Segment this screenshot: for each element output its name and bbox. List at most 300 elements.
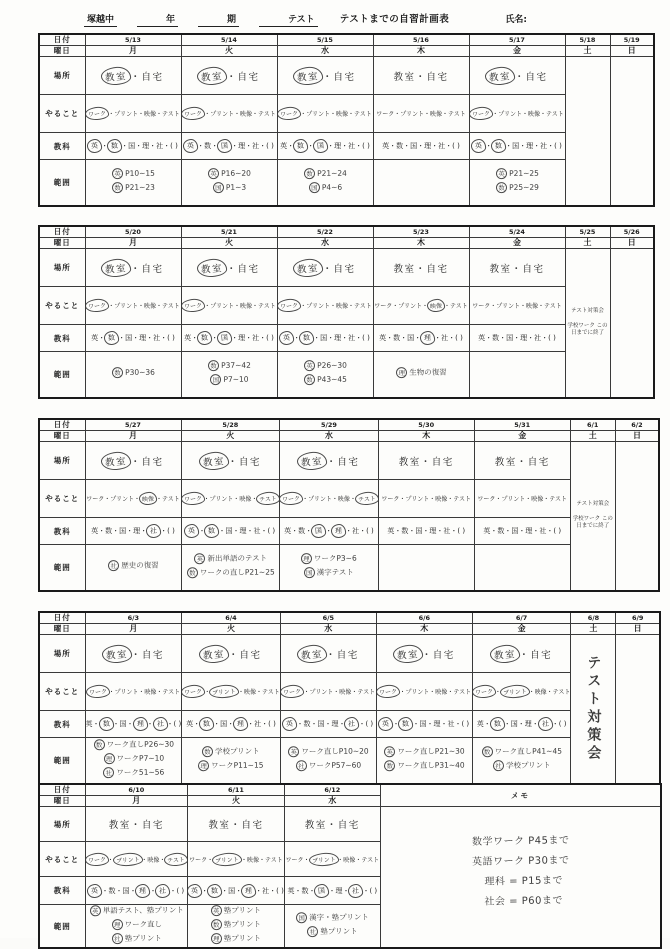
subject-tag: 数	[186, 567, 197, 578]
date-cell: 6/10	[85, 784, 188, 796]
range-cell	[376, 738, 472, 784]
option-教室: 教室	[392, 643, 423, 663]
subject-tag: 理	[396, 367, 407, 378]
subject-row	[39, 133, 654, 160]
range-cell	[277, 352, 373, 398]
range-text: 塾プリント	[320, 926, 358, 936]
day-cell: 日	[610, 238, 654, 249]
todo-cell: ワーク ・プリント・映像・テスト	[277, 95, 373, 133]
option-自宅: 自宅	[141, 263, 164, 275]
row-label-todo: やること	[39, 480, 85, 518]
subject-tag: 数	[304, 168, 315, 179]
range-text: ワーク51~56	[115, 767, 164, 778]
subject-tag: 理	[103, 753, 114, 764]
option-英: 英	[183, 138, 199, 153]
place-cell: 教室・自宅	[373, 249, 469, 287]
option-プリント: プリント	[306, 303, 330, 310]
subject-tag: 社	[111, 933, 122, 944]
place-cell: 教室 ・自宅	[85, 635, 182, 673]
day-cell: 火	[182, 624, 281, 635]
range-entry	[280, 553, 378, 565]
option-blank: ( )	[362, 142, 370, 150]
date-cell: 5/29	[280, 419, 379, 431]
day-cell: 土	[571, 624, 616, 635]
todo-cell: ワーク・プリント・映像・テスト	[378, 480, 474, 518]
option-国: 国	[220, 720, 228, 728]
row-label-subject: 教科	[39, 711, 85, 738]
place-cell: 教室・自宅	[474, 442, 570, 480]
option-テスト: テスト	[354, 111, 372, 118]
date-cell: 5/20	[85, 226, 181, 238]
option-理: 理	[132, 716, 148, 731]
option-理: 理	[142, 142, 150, 150]
range-text: 学校プリント	[505, 760, 551, 771]
option-英: 英	[186, 720, 194, 728]
option-国: 国	[317, 720, 325, 728]
row-label-range: 範囲	[39, 905, 85, 949]
option-ワーク: ワーク	[181, 491, 205, 506]
place-cell: 教室 ・自宅	[376, 635, 472, 673]
row-label-date: 日付	[39, 784, 85, 796]
weekend-cell	[615, 442, 659, 591]
option-テスト: テスト	[544, 303, 562, 310]
option-教室: 教室	[297, 450, 328, 470]
option-英: 英	[483, 527, 491, 535]
todo-cell: ワーク ・ プリント ・映像・テスト	[472, 673, 571, 711]
option-社: 社	[156, 142, 164, 150]
option-映像: 映像	[246, 856, 259, 864]
option-社: 社	[348, 334, 356, 342]
subject-cell: 英 ・数・国・理・ 社 ・( )	[280, 711, 376, 738]
range-text: ワーク直しP41~45	[494, 746, 562, 757]
subject-tag: 国	[212, 182, 223, 193]
subject-tag: 英	[208, 168, 219, 179]
range-text: 生物の復習	[408, 367, 447, 378]
option-プリント: プリント	[400, 111, 424, 118]
day-cell: 土	[565, 46, 610, 57]
option-映像: 映像	[336, 303, 349, 310]
option-自宅: 自宅	[530, 649, 553, 661]
term-field	[198, 12, 239, 27]
option-自宅: 自宅	[426, 263, 449, 275]
option-テスト: テスト	[552, 689, 571, 696]
subject-row	[39, 711, 660, 738]
option-ワーク: ワーク	[85, 684, 110, 699]
date-cell: 6/2	[615, 419, 659, 431]
option-blank: ( )	[167, 527, 175, 535]
option-英: 英	[280, 142, 288, 150]
weekend-cell	[565, 57, 610, 206]
todo-cell: ワーク ・プリント・映像・テスト	[181, 95, 277, 133]
range-text: ワーク直しP21~30	[397, 746, 465, 757]
option-映像: 映像	[343, 856, 356, 864]
range-cell	[85, 905, 188, 949]
option-社: 社	[443, 527, 451, 535]
range-entry	[285, 912, 380, 924]
date-row	[39, 226, 654, 238]
range-text: P37~42	[220, 360, 251, 371]
subject-cell: 英・数・国・ 理 ・社・( )	[373, 325, 469, 352]
weekend-note: テスト対策会	[576, 501, 610, 508]
option-数: 数	[492, 334, 500, 342]
option-映像: 映像	[144, 689, 157, 696]
row-label-place: 場所	[39, 249, 85, 287]
option-自宅: 自宅	[333, 71, 356, 83]
date-row	[39, 784, 661, 796]
date-row	[39, 419, 659, 431]
range-entry	[277, 168, 372, 180]
subject-cell: 英・数・国・理・社・( )	[378, 518, 474, 545]
date-cell: 6/11	[188, 784, 285, 796]
range-entry	[188, 933, 284, 945]
place-row	[39, 807, 661, 842]
option-教室: 教室	[101, 65, 132, 85]
option-数: 数	[497, 527, 505, 535]
day-cell: 水	[277, 238, 373, 249]
subject-cell: 英・数・国・理・ 社 ・( )	[85, 518, 181, 545]
option-理: 理	[139, 334, 147, 342]
todo-cell: ワーク ・プリント・映像・テスト	[181, 287, 277, 325]
range-entry	[181, 553, 279, 565]
todo-cell: ワーク ・ プリント ・映像・ テスト	[85, 842, 188, 877]
range-cell	[85, 160, 181, 206]
weekend-cell	[616, 635, 660, 784]
option-自宅: 自宅	[432, 649, 455, 661]
day-cell: 月	[85, 238, 181, 249]
date-cell: 5/19	[610, 34, 654, 46]
option-プリント: プリント	[306, 111, 330, 118]
option-プリント: プリント	[405, 496, 430, 503]
day-cell: 火	[181, 238, 277, 249]
option-ワーク: ワーク	[285, 856, 304, 864]
sheet-header	[84, 11, 527, 27]
option-理: 理	[429, 527, 437, 535]
subject-tag: 英	[194, 553, 205, 564]
option-blank: ( )	[167, 334, 175, 342]
option-数: 数	[396, 142, 404, 150]
range-text: 塾プリント	[223, 933, 262, 943]
option-blank: ( )	[362, 334, 370, 342]
date-cell: 6/8	[571, 612, 616, 624]
option-ワーク: ワーク	[381, 496, 400, 503]
subject-cell: 英 ・ 数 ・国・理・社・( )	[277, 325, 373, 352]
range-text: ワークP11~15	[211, 760, 264, 771]
option-テスト: テスト	[258, 111, 276, 118]
option-数: 数	[98, 716, 114, 731]
option-英: 英	[478, 334, 486, 342]
option-自宅: 自宅	[241, 820, 264, 831]
option-英: 英	[476, 720, 484, 728]
row-label-date: 日付	[39, 34, 85, 46]
option-ワーク: ワーク	[182, 684, 206, 699]
option-blank: ( )	[558, 720, 567, 728]
range-entry	[473, 760, 571, 772]
option-映像: 映像	[430, 111, 443, 118]
todo-cell: ワーク・プリント・ 映像 ・テスト	[85, 480, 181, 518]
range-cell	[474, 545, 570, 591]
option-英: 英	[91, 334, 99, 342]
option-映像: 映像	[534, 689, 547, 696]
subject-tag: 英	[288, 746, 299, 757]
option-国: 国	[410, 142, 418, 150]
option-数: 数	[105, 527, 113, 535]
option-自宅: 自宅	[431, 456, 454, 468]
row-label-date: 日付	[39, 612, 85, 624]
todo-row	[39, 287, 654, 325]
option-ワーク: ワーク	[189, 856, 208, 864]
subject-cell: 英 ・ 数 ・国・理・社・( )	[469, 133, 565, 160]
place-row	[39, 635, 660, 673]
option-blank: ( )	[554, 142, 562, 150]
option-映像: 映像	[526, 303, 539, 310]
date-cell: 5/14	[181, 34, 277, 46]
option-blank: ( )	[461, 720, 470, 728]
option-ワーク: ワーク	[181, 298, 206, 313]
option-理: 理	[241, 883, 257, 898]
range-text: 単語テスト、塾プリント	[102, 905, 184, 916]
year-label: 年	[166, 15, 176, 25]
option-テスト: テスト	[450, 303, 468, 310]
date-cell: 5/23	[373, 226, 469, 238]
option-数: 数	[197, 330, 213, 345]
range-text: P21~24	[316, 168, 347, 179]
subject-row	[39, 325, 654, 352]
option-教室: 教室	[197, 257, 228, 277]
range-entry	[469, 168, 564, 180]
range-entry	[182, 746, 280, 758]
option-英: 英	[91, 527, 99, 535]
date-cell: 5/15	[277, 34, 373, 46]
place-cell: 教室 ・自宅	[181, 57, 277, 95]
option-英: 英	[382, 142, 390, 150]
option-理: 理	[334, 142, 342, 150]
option-国: 国	[313, 138, 329, 153]
todo-row	[39, 95, 654, 133]
place-cell: 教室・自宅	[284, 807, 380, 842]
subject-tag: 数	[496, 182, 507, 193]
place-row	[39, 249, 654, 287]
option-社: 社	[155, 883, 171, 898]
row-label-day: 曜日	[39, 46, 85, 57]
weekend-note: 学校ワーク この日までに終了	[567, 322, 608, 336]
option-ワーク: ワーク	[376, 684, 401, 699]
subject-tag: 理	[211, 933, 222, 944]
option-自宅: 自宅	[336, 649, 359, 661]
option-プリント: プリント	[209, 684, 240, 699]
option-テスト: テスト	[256, 491, 280, 506]
subject-tag: 理	[301, 553, 312, 564]
range-entry	[469, 182, 564, 194]
row-label-subject: 教科	[39, 325, 85, 352]
memo-line: 数学ワーク P45まで	[471, 835, 570, 848]
option-ワーク: ワーク	[277, 298, 302, 313]
option-理: 理	[525, 527, 533, 535]
range-text: ワーク直しP10~20	[301, 746, 369, 757]
option-理: 理	[238, 334, 246, 342]
option-自宅: 自宅	[525, 71, 548, 83]
option-社: 社	[254, 720, 262, 728]
option-社: 社	[253, 527, 261, 535]
subject-tag: 英	[384, 746, 395, 757]
option-国: 国	[511, 527, 519, 535]
option-テスト: テスト	[162, 111, 180, 118]
option-ワーク: ワーク	[280, 491, 304, 506]
option-blank: ( )	[170, 142, 178, 150]
range-entry	[277, 182, 372, 194]
range-cell	[182, 738, 281, 784]
place-cell: 教室 ・自宅	[85, 249, 181, 287]
row-label-subject: 教科	[39, 877, 85, 905]
option-英: 英	[188, 883, 203, 898]
option-国: 国	[407, 334, 415, 342]
todo-cell: ワーク ・プリント・映像・テスト	[85, 673, 182, 711]
option-国: 国	[119, 527, 127, 535]
range-cell	[284, 905, 380, 949]
date-cell: 5/17	[469, 34, 565, 46]
range-text: ワークの直しP21~25	[199, 567, 275, 578]
day-row	[39, 431, 659, 442]
place-cell: 教室 ・自宅	[280, 442, 379, 480]
option-国: 国	[419, 720, 427, 728]
subject-row	[39, 518, 659, 545]
range-text: 塾プリント	[223, 919, 262, 929]
option-映像: 映像	[339, 689, 352, 696]
option-数: 数	[108, 886, 116, 895]
todo-cell: ワーク・プリント・映像・テスト	[373, 95, 469, 133]
option-教室: 教室	[108, 820, 131, 831]
option-数: 数	[299, 330, 315, 345]
todo-cell: ワーク ・プリント・映像・テスト	[469, 95, 565, 133]
option-テスト: テスト	[361, 856, 380, 864]
range-entry	[182, 760, 280, 772]
todo-row	[39, 673, 660, 711]
option-数: 数	[107, 138, 123, 153]
range-entry	[188, 905, 284, 917]
option-教室: 教室	[296, 643, 327, 663]
option-blank: ( )	[365, 720, 374, 728]
range-entry	[280, 567, 378, 579]
range-cell	[181, 352, 277, 398]
option-映像: 映像	[139, 491, 158, 505]
place-cell: 教室・自宅	[85, 807, 188, 842]
range-entry	[281, 760, 376, 772]
week-table-3	[38, 418, 660, 592]
date-cell: 5/25	[565, 226, 610, 238]
range-text: 漢字・塾プリント	[308, 912, 369, 922]
option-社: 社	[441, 334, 449, 342]
row-label-range: 範囲	[39, 352, 85, 398]
option-理: 理	[135, 883, 151, 898]
todo-cell: ワーク ・プリント・映像・テスト	[280, 673, 376, 711]
subject-tag: 数	[211, 919, 222, 930]
option-ワーク: ワーク	[277, 106, 302, 121]
subject-tag: 数	[208, 360, 219, 371]
row-label-date: 日付	[39, 226, 85, 238]
weekend-cell	[570, 442, 615, 591]
range-text: ワークP57~60	[308, 760, 362, 771]
option-自宅: 自宅	[239, 649, 262, 661]
date-cell: 5/16	[373, 34, 469, 46]
subject-tag: 英	[304, 360, 315, 371]
option-教室: 教室	[393, 263, 416, 275]
option-数: 数	[303, 720, 311, 728]
option-教室: 教室	[101, 643, 132, 663]
place-cell: 教室 ・自宅	[181, 442, 280, 480]
day-cell: 月	[85, 796, 188, 807]
range-entry	[377, 760, 472, 772]
option-教室: 教室	[398, 456, 421, 468]
option-国: 国	[125, 334, 133, 342]
range-row	[39, 160, 654, 206]
option-英: 英	[387, 527, 395, 535]
option-教室: 教室	[101, 257, 132, 277]
place-cell: 教室・自宅	[188, 807, 285, 842]
subject-tag: 数	[112, 182, 123, 193]
row-label-todo: やること	[39, 673, 85, 711]
range-entry	[85, 367, 180, 379]
term-label: 期	[227, 15, 237, 25]
option-blank: ( )	[173, 720, 182, 728]
option-理: 理	[433, 720, 441, 728]
row-label-todo: やること	[39, 95, 85, 133]
option-国: 国	[415, 527, 423, 535]
range-row	[39, 545, 659, 591]
subject-tag: 理	[111, 919, 122, 930]
range-cell	[280, 738, 376, 784]
subject-tag: 国	[210, 374, 221, 385]
option-プリント: プリント	[498, 111, 522, 118]
option-映像: 映像	[427, 298, 446, 312]
option-ワーク: ワーク	[85, 298, 110, 313]
weekend-cell	[565, 249, 610, 398]
range-entry	[85, 168, 180, 180]
place-cell: 教室 ・自宅	[85, 442, 181, 480]
day-cell: 火	[181, 46, 277, 57]
memo-line: 社会 = P60まで	[484, 895, 563, 908]
weekend-cell	[610, 57, 654, 206]
option-社: 社	[534, 334, 542, 342]
option-数: 数	[489, 716, 505, 731]
option-社: 社	[540, 142, 548, 150]
option-ワーク: ワーク	[181, 106, 206, 121]
place-cell: 教室・自宅	[378, 442, 474, 480]
subject-cell: 英・ 数 ・国・ 理 ・社・( )	[182, 711, 281, 738]
option-国: 国	[510, 720, 518, 728]
subject-cell: 英・ 数 ・国・理・社・( )	[85, 325, 181, 352]
option-数: 数	[398, 716, 414, 731]
option-自宅: 自宅	[333, 263, 356, 275]
date-cell: 5/18	[565, 34, 610, 46]
day-cell: 金	[469, 238, 565, 249]
option-理: 理	[239, 527, 247, 535]
option-教室: 教室	[494, 456, 517, 468]
option-理: 理	[424, 142, 432, 150]
option-ワーク: ワーク	[469, 106, 494, 121]
range-text: P16~20	[220, 168, 251, 179]
option-映像: 映像	[239, 496, 252, 503]
option-自宅: 自宅	[527, 456, 550, 468]
option-映像: 映像	[147, 856, 160, 864]
date-cell: 5/31	[474, 419, 570, 431]
day-cell: 木	[373, 46, 469, 57]
option-社: 社	[146, 523, 162, 538]
option-理: 理	[524, 720, 532, 728]
option-ワーク: ワーク	[85, 852, 109, 867]
option-社: 社	[252, 334, 260, 342]
date-cell: 5/21	[181, 226, 277, 238]
subject-tag: 数	[202, 746, 213, 757]
date-cell: 5/13	[85, 34, 181, 46]
